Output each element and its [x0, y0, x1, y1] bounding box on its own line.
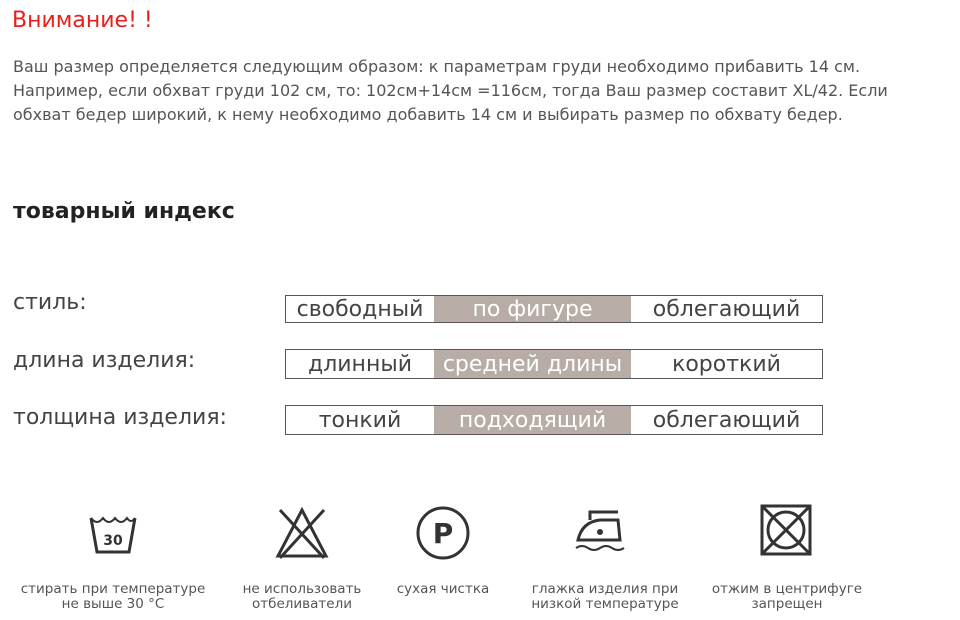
param-label-style: стиль:: [13, 290, 87, 315]
care-label-wash-line1: стирать при температуре: [20, 581, 206, 597]
product-index-title: товарный индекс: [13, 199, 235, 224]
warning-text: Ваш размер определяется следующим образом: к параметрам груди необходимо прибавить 14 см. Например, если обхват груди 102 см, то: 102см+14см =116см, тогда Ваш размер составит XL/42. Если обхват бедер широкий, к нему необходимо добавить 14 см и выбирать размер по обхвату бедер.: [13, 57, 888, 124]
no-tumble-dry-icon: [746, 500, 826, 564]
thickness-scale: [285, 405, 823, 435]
care-label-bleach-line1: не использовать: [242, 581, 362, 597]
style-option-loose: свободный: [296, 296, 424, 322]
wash-temp-text: 30: [103, 533, 123, 549]
care-label-bleach-line2: отбеливатели: [252, 596, 352, 612]
dry-clean-letter: P: [432, 517, 454, 550]
wash-30-icon: [73, 500, 153, 564]
care-label-spin-line2: запрещен: [751, 596, 823, 612]
length-option-short: короткий: [672, 351, 781, 377]
thickness-option-tight: облегающий: [652, 407, 801, 433]
length-option-long: длинный: [307, 351, 412, 377]
care-label-spin-line1: отжим в центрифуге: [711, 581, 863, 597]
care-label-iron-line2: низкой температуре: [531, 596, 679, 612]
style-option-fitted-selected: по фигуре: [434, 296, 631, 322]
style-option-tight: облегающий: [652, 296, 801, 322]
care-label-dryclean-line1: сухая чистка: [396, 581, 490, 597]
length-option-medium-selected: средней длины: [434, 350, 631, 378]
param-label-thickness: толщина изделия:: [13, 405, 227, 430]
care-label-wash: [18, 582, 208, 612]
param-label-length: длина изделия:: [13, 348, 196, 373]
care-label-iron-line1: глажка изделия при: [531, 581, 679, 597]
dry-clean-p-icon: [403, 500, 483, 564]
length-scale: [285, 349, 823, 379]
style-scale: [285, 295, 823, 323]
thickness-option-thin: тонкий: [318, 407, 402, 433]
warning-title: Внимание! !: [12, 8, 153, 33]
care-label-iron: [510, 582, 700, 612]
no-bleach-icon: [262, 500, 342, 564]
care-label-wash-line2: не выше 30 °C: [61, 596, 165, 612]
care-label-spin: [692, 582, 882, 612]
iron-low-icon: [560, 500, 640, 564]
thickness-option-suitable-selected: подходящий: [434, 406, 631, 434]
